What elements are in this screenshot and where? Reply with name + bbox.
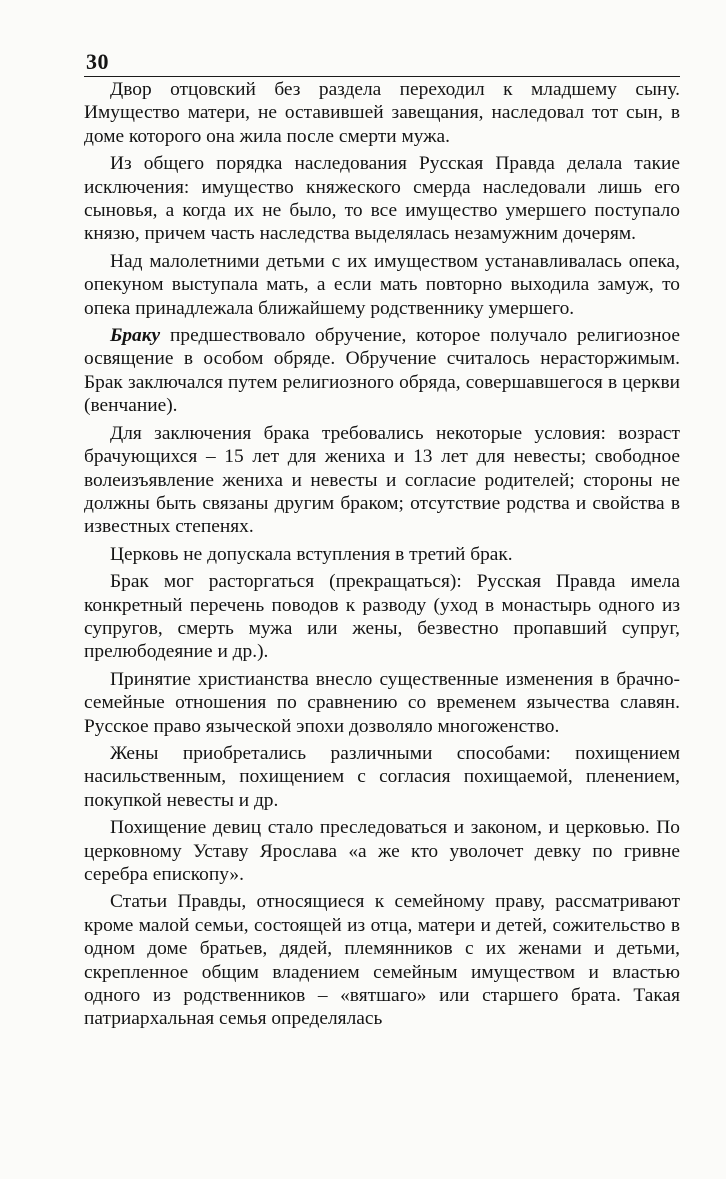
paragraph-marriage-conditions	[84, 422, 680, 539]
paragraph-inheritance-yard	[84, 78, 680, 148]
paragraph-wives-acquisition	[84, 742, 680, 812]
body-text	[84, 78, 680, 1035]
paragraph-text: Статьи Правды, относящиеся к семейному праву, рассматривают кроме малой семьи, состоящей из отца, матери и детей, сожительство в одном доме братьев, дядей, племянников с их женами и детьми, скрепленное общим владением семейным имуществом и властью одного из родственников – «вятшаго» или старшего брата. Такая патриархальная семья определялась	[84, 891, 680, 1030]
paragraph-christianity	[84, 668, 680, 738]
paragraph-patriarchal-family	[84, 890, 680, 1030]
paragraph-inheritance-exceptions	[84, 152, 680, 246]
paragraph-text: Из общего порядка наследования Русская Правда делала такие исключения: имущество княжеского смерда наследовали лишь его сыновья, а когда их не было, то все имущество умершего поступало князю, причем часть наследства выделялась незамужним дочерям.	[84, 153, 680, 245]
paragraph-third-marriage	[84, 543, 680, 566]
page-number: 30	[86, 49, 109, 74]
paragraph-abduction	[84, 816, 680, 886]
paragraph-text: Двор отцовский без раздела переходил к младшему сыну. Имущество матери, не оставившей завещания, наследовал тот сын, в доме которого она жила после смерти мужа.	[84, 79, 680, 147]
paragraph-marriage-betrothal	[84, 324, 680, 418]
term-marriage: Браку	[110, 325, 161, 347]
paragraph-text: Брак мог расторгаться (прекращаться): Русская Правда имела конкретный перечень поводов к разводу (уход в монастырь одного из супругов, смерть мужа или жены, безвестно пропавший супруг, прелюбодеяние и др.).	[84, 571, 680, 663]
header-rule	[84, 76, 680, 77]
paragraph-divorce	[84, 570, 680, 664]
paragraph-text: Жены приобретались различными способами: похищением насильственным, похищением с согласия похищаемой, пленением, покупкой невесты и др.	[84, 742, 680, 811]
paragraph-guardianship	[84, 250, 680, 320]
paragraph-text: предшествовало обручение, которое получало религиозное освящение в особом обряде. Обручение считалось нерасторжимым. Брак заключался путем религиозного обряда, совершавшегося в церкви (венчание).	[84, 325, 680, 417]
paragraph-text: Принятие христианства внесло существенные изменения в брачно-семейные отношения по сравнению со временем язычества славян. Русское право языческой эпохи дозволяло многоженство.	[84, 668, 680, 737]
paragraph-text: Над малолетними детьми с их имуществом устанавливалась опека, опекуном выступала мать, а если мать повторно выходила замуж, то опека принадлежала ближайшему родственнику умершего.	[84, 250, 680, 319]
paragraph-text: Для заключения брака требовались некоторые условия: возраст брачующихся – 15 лет для жениха и 13 лет для невесты; свободное волеизъявление жениха и невесты и согласие родителей; стороны не должны быть связаны другим браком; отсутствие родства и свойства в известных степенях.	[84, 422, 680, 538]
paragraph-text: Похищение девиц стало преследоваться и законом, и церковью. По церковному Уставу Ярослава «а же кто уволочет девку по гривне серебра епископу».	[84, 817, 680, 885]
paragraph-text: Церковь не допускала вступления в третий брак.	[110, 543, 513, 565]
